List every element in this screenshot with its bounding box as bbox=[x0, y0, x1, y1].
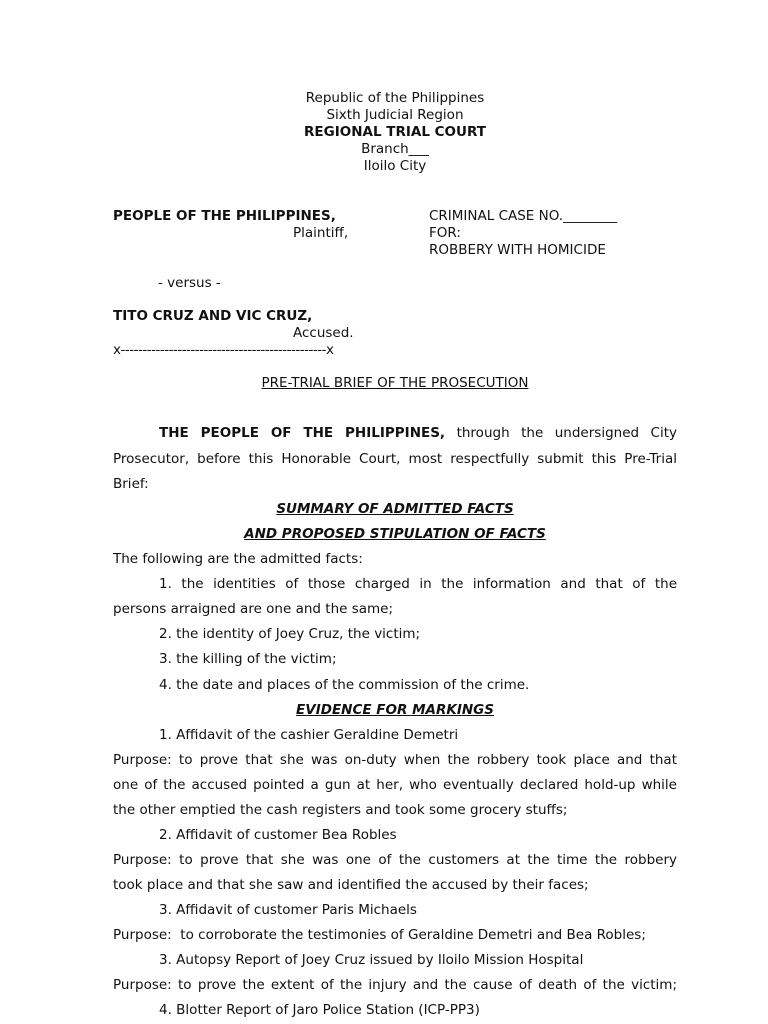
section2-heading: EVIDENCE FOR MARKINGS bbox=[296, 702, 494, 718]
header-republic: Republic of the Philippines bbox=[305, 90, 485, 106]
fact-1-line-2: persons arraigned are one and the same; bbox=[113, 601, 394, 617]
evidence-3-purpose: Purpose: to corroborate the testimonies of Geraldine Demetri and Bea Robles; bbox=[113, 927, 646, 943]
for-label: FOR: bbox=[429, 225, 461, 241]
header-court: REGIONAL TRIAL COURT bbox=[304, 124, 486, 140]
accused-role: Accused. bbox=[293, 325, 354, 341]
intro-line-2: Prosecutor, before this Honorable Court, most respectfully submit this Pre-Trial bbox=[113, 451, 677, 467]
intro-lead: THE PEOPLE OF THE PHILIPPINES, bbox=[159, 425, 446, 441]
evidence-2: 2. Affidavit of customer Bea Robles bbox=[159, 827, 397, 843]
section1-heading-2: AND PROPOSED STIPULATION OF FACTS bbox=[244, 526, 546, 542]
intro-line-3: Brief: bbox=[113, 476, 149, 492]
evidence-1-purpose-3: the other emptied the cash registers and took some grocery stuffs; bbox=[113, 802, 568, 818]
section1-heading-1: SUMMARY OF ADMITTED FACTS bbox=[276, 501, 514, 517]
intro-line-1 bbox=[159, 425, 677, 442]
evidence-4: 3. Autopsy Report of Joey Cruz issued by Iloilo Mission Hospital bbox=[159, 952, 584, 968]
fact-4: 4. the date and places of the commission of the crime. bbox=[159, 677, 530, 693]
caption-separator: x-----------------------------------------------x bbox=[113, 342, 334, 358]
evidence-4-purpose: Purpose: to prove the extent of the injury and the cause of death of the victim; bbox=[113, 977, 677, 993]
case-number: CRIMINAL CASE NO.________ bbox=[429, 208, 618, 224]
versus: - versus - bbox=[158, 275, 221, 291]
header-city: Iloilo City bbox=[363, 158, 427, 174]
admitted-facts-lead: The following are the admitted facts: bbox=[113, 551, 363, 567]
offense: ROBBERY WITH HOMICIDE bbox=[429, 242, 606, 258]
accused-name: TITO CRUZ AND VIC CRUZ, bbox=[113, 308, 313, 324]
fact-1-line-1: 1. the identities of those charged in the information and that of the bbox=[159, 576, 677, 592]
plaintiff-name: PEOPLE OF THE PHILIPPINES, bbox=[113, 208, 336, 224]
fact-2: 2. the identity of Joey Cruz, the victim; bbox=[159, 626, 421, 642]
intro-rest: through the undersigned City bbox=[456, 425, 678, 441]
evidence-2-purpose-1: Purpose: to prove that she was one of the customers at the time the robbery bbox=[113, 852, 677, 868]
evidence-3: 3. Affidavit of customer Paris Michaels bbox=[159, 902, 417, 918]
fact-3: 3. the killing of the victim; bbox=[159, 651, 337, 667]
header-region: Sixth Judicial Region bbox=[326, 107, 464, 123]
header-branch: Branch___ bbox=[361, 141, 429, 157]
evidence-1-purpose-1: Purpose: to prove that she was on-duty when the robbery took place and that bbox=[113, 752, 677, 768]
evidence-5: 4. Blotter Report of Jaro Police Station (ICP-PP3) bbox=[159, 1002, 480, 1018]
evidence-2-purpose-2: took place and that she saw and identified the accused by their faces; bbox=[113, 877, 589, 893]
plaintiff-role: Plaintiff, bbox=[293, 225, 349, 241]
document-title: PRE-TRIAL BRIEF OF THE PROSECUTION bbox=[261, 375, 529, 391]
evidence-1: 1. Affidavit of the cashier Geraldine Demetri bbox=[159, 727, 459, 743]
evidence-1-purpose-2: one of the accused pointed a gun at her, who eventually declared hold-up while bbox=[113, 777, 677, 793]
